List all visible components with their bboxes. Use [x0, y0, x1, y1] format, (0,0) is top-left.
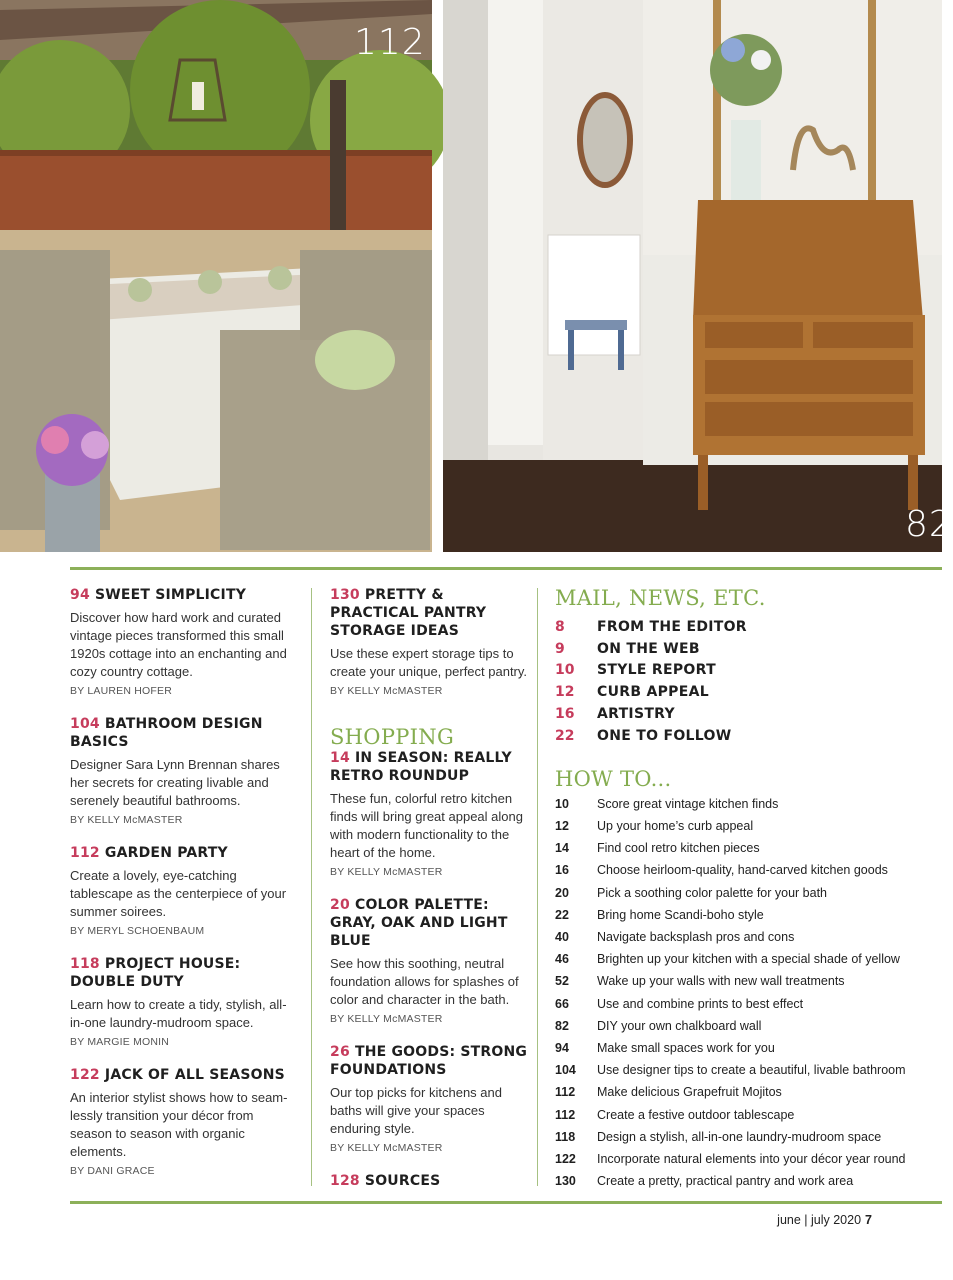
howto-text: Design a stylish, all-in-one laundry-mudroom space [597, 1129, 882, 1144]
howto-page-number: 46 [555, 952, 569, 967]
mail-list-item[interactable] [555, 660, 940, 682]
howto-list-item[interactable] [555, 1015, 940, 1037]
mail-page-number: 8 [555, 618, 565, 635]
howto-list-item[interactable] [555, 948, 940, 970]
story-page-number: 130 [330, 587, 360, 603]
howto-text: Make small spaces work for you [597, 1040, 775, 1055]
howto-text: Make delicious Grapefruit Mojitos [597, 1085, 782, 1100]
story-title: SWEET SIMPLICITY [94, 587, 247, 603]
story-title: THE GOODS: STRONG FOUNDATIONS [330, 1044, 528, 1078]
story-project-house [70, 955, 298, 1048]
howto-text: Find cool retro kitchen pieces [597, 841, 760, 856]
story-description: Learn how to create a tidy, stylish, all-in-one laundry-mudroom space. [70, 997, 287, 1030]
howto-list-item[interactable] [555, 970, 940, 992]
photo-page-ref: 82 [905, 504, 953, 545]
story-description: Designer Sara Lynn Brennan shares her secrets for creating livable and serenely beautiful bathrooms. [70, 757, 280, 808]
howto-list-item[interactable] [555, 793, 940, 815]
story-byline: BY DANI GRACE [70, 1165, 155, 1177]
mail-page-number: 10 [555, 662, 575, 679]
story-heading[interactable] [70, 955, 298, 991]
howto-page-number: 16 [555, 863, 569, 878]
howto-list-item[interactable] [555, 1170, 940, 1192]
story-byline: BY MARGIE MONIN [70, 1036, 170, 1048]
story-byline: BY KELLY McMASTER [330, 1013, 443, 1025]
story-title: COLOR PALETTE: GRAY, OAK AND LIGHT BLUE [330, 897, 508, 949]
howto-text: Score great vintage kitchen finds [597, 796, 779, 811]
story-title: GARDEN PARTY [104, 845, 228, 861]
mail-label: STYLE REPORT [597, 662, 716, 679]
mail-page-number: 16 [555, 706, 575, 723]
story-byline: BY MERYL SCHOENBAUM [70, 925, 205, 937]
mail-page-number: 12 [555, 684, 575, 701]
howto-page-number: 104 [555, 1063, 576, 1078]
story-page-number: 118 [70, 956, 100, 972]
howto-list-item[interactable] [555, 992, 940, 1014]
story-heading[interactable] [330, 1043, 530, 1079]
story-heading[interactable] [70, 715, 298, 751]
departments-column [555, 586, 940, 1192]
mail-label: CURB APPEAL [597, 684, 709, 701]
howto-page-number: 22 [555, 907, 569, 922]
story-in-season [330, 749, 530, 878]
story-page-number: 112 [70, 845, 100, 861]
story-title: IN SEASON: REALLY RETRO ROUNDUP [330, 750, 512, 784]
page-footer [777, 1213, 872, 1227]
howto-page-number: 122 [555, 1151, 576, 1166]
story-page-number: 20 [330, 897, 350, 913]
mail-list-item[interactable] [555, 616, 940, 638]
howto-text: Navigate backsplash pros and cons [597, 930, 795, 944]
howto-page-number: 12 [555, 819, 569, 834]
mail-label: ONE TO FOLLOW [597, 727, 732, 744]
mail-news-list [555, 616, 940, 747]
howto-page-number: 14 [555, 841, 569, 856]
howto-page-number: 118 [555, 1129, 576, 1144]
howto-list-item[interactable] [555, 859, 940, 881]
howto-text: Up your home’s curb appeal [597, 819, 754, 834]
howto-list-item[interactable] [555, 1103, 940, 1125]
story-heading[interactable] [330, 1172, 530, 1190]
howto-text: Bring home Scandi-boho style [597, 907, 764, 922]
story-jack-of-all-seasons [70, 1066, 298, 1177]
story-garden-party [70, 844, 298, 937]
howto-page-number: 10 [555, 796, 569, 811]
howto-page-number: 66 [555, 996, 569, 1011]
howto-text: Create a pretty, practical pantry and work area [597, 1174, 854, 1189]
mail-list-item[interactable] [555, 703, 940, 725]
page-number: 7 [865, 1213, 872, 1227]
howto-page-number: 20 [555, 885, 569, 900]
story-page-number: 26 [330, 1044, 350, 1060]
story-title: SOURCES [364, 1173, 441, 1189]
howto-list-item[interactable] [555, 837, 940, 859]
story-bathroom-design-basics [70, 715, 298, 826]
howto-list-item[interactable] [555, 904, 940, 926]
column-divider [311, 588, 312, 1186]
story-heading[interactable] [330, 586, 530, 640]
issue-date: june | july 2020 [777, 1213, 862, 1227]
story-description: Our top picks for kitchens and baths will give your spaces enduring style. [330, 1085, 502, 1136]
story-title: PRETTY & PRACTICAL PANTRY STORAGE IDEAS [330, 587, 487, 639]
howto-page-number: 94 [555, 1040, 569, 1055]
story-heading[interactable] [70, 844, 298, 862]
story-byline: BY KELLY McMASTER [330, 685, 443, 697]
howto-text: Pick a soothing color palette for your bath [597, 885, 827, 900]
story-page-number: 122 [70, 1067, 100, 1083]
mail-page-number: 22 [555, 727, 575, 744]
howto-page-number: 130 [555, 1174, 576, 1189]
story-page-number: 14 [330, 750, 350, 766]
howto-list-item[interactable] [555, 1148, 940, 1170]
secretary-desk-photo [443, 0, 953, 552]
features-column [70, 586, 298, 1195]
top-divider [70, 567, 942, 570]
section-title-shopping: SHOPPING [330, 725, 455, 749]
story-sources [330, 1172, 530, 1190]
story-byline: BY KELLY McMASTER [70, 814, 183, 826]
story-description: These fun, colorful retro kitchen finds will bring great appeal along with modern functionality to the heart of the home. [330, 791, 523, 860]
howto-text: Choose heirloom-quality, hand-carved kitchen goods [597, 863, 888, 878]
mail-label: ARTISTRY [597, 706, 675, 723]
howto-list-item[interactable] [555, 1081, 940, 1103]
column-divider [537, 588, 538, 1186]
howto-text: DIY your own chalkboard wall [597, 1018, 762, 1033]
story-title: JACK OF ALL SEASONS [104, 1067, 285, 1083]
howto-page-number: 82 [555, 1018, 569, 1033]
howto-text: Brighten up your kitchen with a special shade of yellow [597, 952, 900, 967]
story-color-palette [330, 896, 530, 1025]
mail-label: FROM THE EDITOR [597, 618, 747, 635]
section-title-mail: MAIL, NEWS, ETC. [555, 586, 766, 610]
howto-list-item[interactable] [555, 1037, 940, 1059]
story-byline: BY KELLY McMASTER [330, 866, 443, 878]
section-title-howto: HOW TO... [555, 766, 672, 791]
howto-text: Create a festive outdoor tablescape [597, 1107, 795, 1122]
story-heading[interactable] [70, 1066, 298, 1084]
howto-page-number: 52 [555, 974, 569, 989]
howto-page-number: 112 [555, 1085, 576, 1100]
story-description: See how this soothing, neutral foundation allows for splashes of color and character in the bath. [330, 956, 519, 1007]
howto-list [555, 793, 940, 1192]
howto-list-item[interactable] [555, 926, 940, 948]
howto-page-number: 112 [555, 1107, 576, 1122]
garden-party-photo [0, 0, 432, 552]
mail-list-item[interactable] [555, 681, 940, 703]
story-heading[interactable] [330, 896, 530, 950]
howto-list-item[interactable] [555, 882, 940, 904]
mail-page-number: 9 [555, 640, 565, 657]
story-title: BATHROOM DESIGN BASICS [70, 716, 263, 750]
photo-page-ref: 112 [354, 22, 426, 63]
story-description: Create a lovely, eye-catching tablescape as the centerpiece of your summer soirees. [70, 868, 287, 919]
howto-text: Use and combine prints to best effect [597, 996, 804, 1011]
mail-label: ON THE WEB [597, 640, 700, 657]
story-byline: BY KELLY McMASTER [330, 1142, 443, 1154]
mail-list-item[interactable] [555, 725, 940, 747]
story-description: An interior stylist shows how to seam-lessly transition your décor from season to season with organic elements. [70, 1090, 288, 1159]
story-pantry-storage [330, 586, 530, 697]
howto-list-item[interactable] [555, 815, 940, 837]
mail-list-item[interactable] [555, 638, 940, 660]
story-the-goods [330, 1043, 530, 1154]
story-description: Discover how hard work and curated vintage pieces transformed this small 1920s cottage into an enchanting and cozy country cottage. [70, 610, 287, 679]
story-heading[interactable] [70, 586, 298, 604]
story-heading[interactable] [330, 749, 530, 785]
howto-text: Use designer tips to create a beautiful, livable bathroom [597, 1063, 906, 1078]
howto-page-number: 40 [555, 930, 569, 944]
howto-text: Wake up your walls with new wall treatments [597, 974, 845, 989]
story-page-number: 104 [70, 716, 100, 732]
story-byline: BY LAUREN HOFER [70, 685, 172, 697]
story-title: PROJECT HOUSE: DOUBLE DUTY [70, 956, 241, 990]
story-page-number: 94 [70, 587, 90, 603]
story-page-number: 128 [330, 1173, 360, 1189]
howto-list-item[interactable] [555, 1126, 940, 1148]
howto-text: Incorporate natural elements into your décor year round [597, 1151, 906, 1166]
story-sweet-simplicity [70, 586, 298, 697]
pantry-shopping-column [330, 586, 530, 1208]
story-description: Use these expert storage tips to create your unique, perfect pantry. [330, 646, 528, 679]
howto-list-item[interactable] [555, 1059, 940, 1081]
